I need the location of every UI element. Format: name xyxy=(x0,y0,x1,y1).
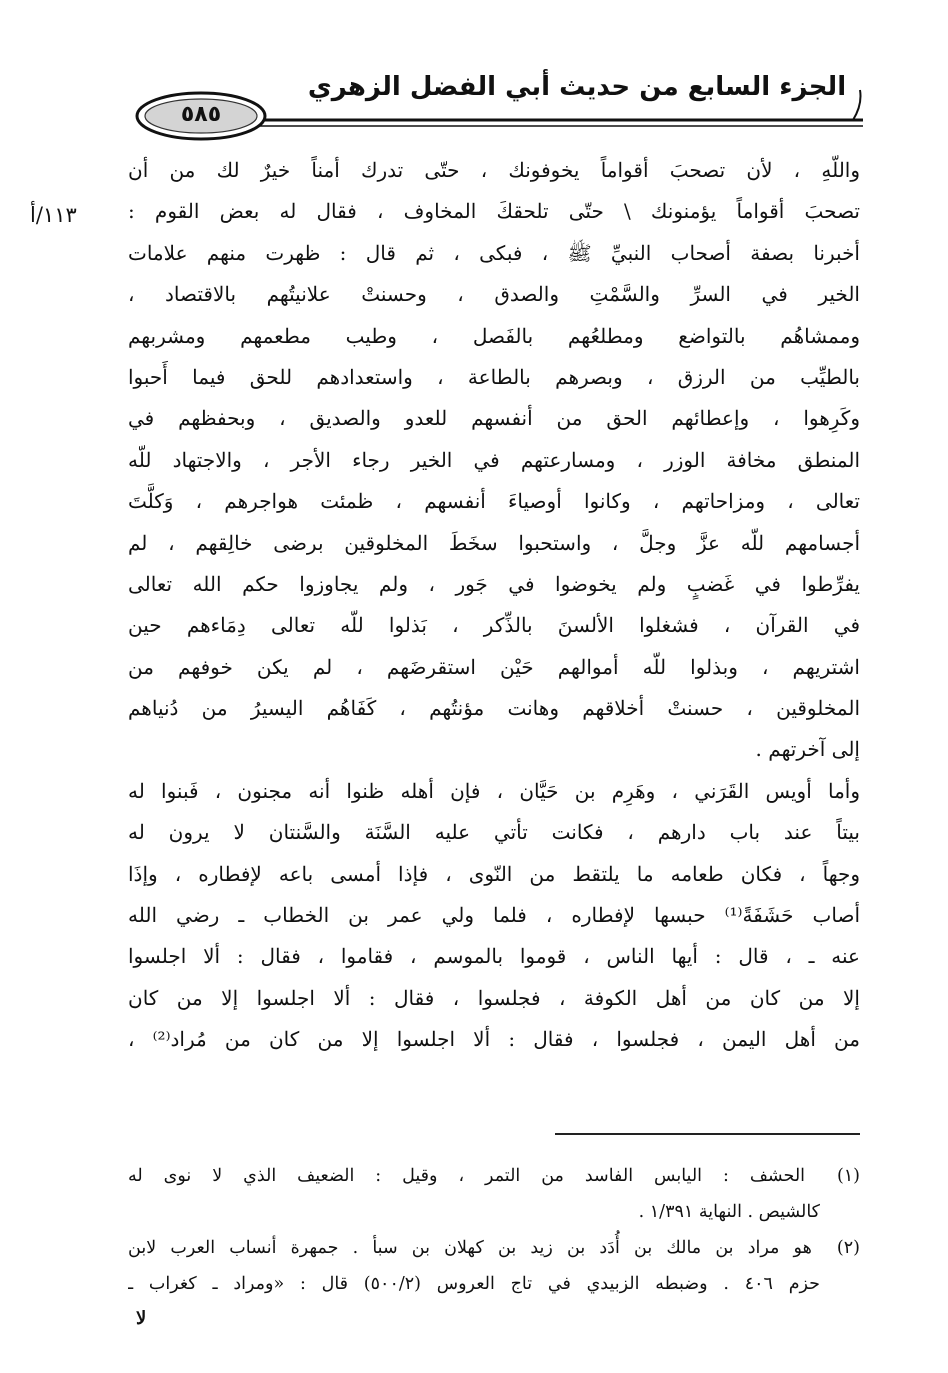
text-line: من أهل اليمن ، فجلسوا ، فقال : ألا اجلسوا إلا من كان من مُراد⁽²⁾ ، xyxy=(128,1027,860,1052)
footnote-number: (٢) xyxy=(836,1238,860,1258)
footnotes xyxy=(128,1158,860,1302)
text-line: أجسامهم للّه عزَّ وجلَّ ، واستحبوا سخَطَ المخلوقين برضى خالِقهم ، لم xyxy=(128,530,860,555)
footnote-1 xyxy=(128,1158,860,1194)
text-line: أصاب حَشَفَةً⁽¹⁾ حبسها لإفطاره ، فلما ولي عمر بن الخطاب ـ رضي الله xyxy=(128,903,860,928)
text-line: إلى آخرتهم . xyxy=(755,737,860,762)
running-title: الجزء السابع من حديث أبي الفضل الزهري xyxy=(307,72,847,102)
page-number: ٥٨٥ xyxy=(180,102,222,127)
text-line: وأما أويس القَرَني ، وهَرِم بن حَيَّان ، فإن أهله ظنوا أنه مجنون ، فَبنوا له xyxy=(128,778,860,803)
footnote-number: (١) xyxy=(836,1166,860,1186)
text-line: أخبرنا بصفة أصحاب النبيِّ ﷺ ، فبكى ، ثم قال : ظهرت منهم علامات xyxy=(128,240,860,265)
text-line: المخلوقين ، حسنتْ أخلاقهم وهانت مؤنتُهم ، كَفَاهُم اليسيرُ من دُنياهم xyxy=(128,696,860,721)
text-line: إلا من كان من أهل الكوفة ، فجلسوا ، فقال : ألا اجلسوا إلا من كان xyxy=(128,985,860,1010)
text-line: بيتاً عند باب دارهم ، فكانت تأتي عليه السَّنَة والسَّنتان لا يرون له xyxy=(128,820,860,845)
text-line: اشتريهم ، وبذلوا للّه أموالهم حَيْن استقرضَهم ، لم يكن خوفهم من xyxy=(128,654,860,679)
footnote-1-continuation: كالشيص . النهاية ١/٣٩١ . xyxy=(638,1202,820,1222)
text-line: واللّهِ ، لأن تصحبَ أقواماً يخوفونك ، حتّى تدرك أمناً خيرٌ لك من أن xyxy=(128,158,860,182)
text-line: عنه ـ ، قال : أيها الناس ، قوموا بالموسم ، فقاموا ، فقال : ألا اجلسوا xyxy=(128,944,860,969)
text-line: الخير في السرِّ والسَّمْتِ والصدق ، وحسنتْ علانيتُهم بالاقتصاد ، xyxy=(128,282,860,307)
text-line: وممشاهُم بالتواضع ومطلعُهم بالفَصل ، وطيب مطعمهم ومشربهم xyxy=(128,323,860,348)
text-line: المنطق مخافة الوزر ، ومسارعتهم في الخير رجاء الأجر ، والاجتهاد للّه xyxy=(128,447,860,472)
footnote-2 xyxy=(128,1230,860,1266)
text-line: وكَرِهوا ، وإعطائهم الحق من أنفسهم للعدو والصديق ، وبحفظهم في xyxy=(128,406,860,431)
footnote-text: الحشف : اليابس الفاسد من التمر ، وقيل : الضعيف الذي لا نوى له xyxy=(128,1166,806,1186)
catchword-mark: لا xyxy=(136,1308,147,1329)
text-line: تعالى ، ومزاحاتهم ، وكانوا أوصياءَ أنفسهم ، ظمئت هواجرهم ، وَكلَّتَ xyxy=(128,489,860,514)
footnote-2-continuation: حزم ٤٠٦ . وضبطه الزبيدي في تاج العروس (٥٠٠/٢) قال : «ومراد ـ كغراب ـ xyxy=(128,1274,821,1294)
page-header xyxy=(128,62,863,142)
margin-folio-note: ١١٣/أ xyxy=(30,203,77,227)
text-line: بالطيِّب من الرزق ، وبصرهم بالطاعة ، واستعدادهم للحق فيما أَحبوا xyxy=(128,364,860,389)
footnote-separator xyxy=(555,1133,860,1135)
text-line: وجهاً ، فكان طعامه ما يلتقط من النّوى ، فإذا أمسى باعه لإفطاره ، وإذَا xyxy=(128,861,860,886)
text-line: في القرآن ، فشغلوا الألسنَ بالذِّكر ، بَذلوا للّه تعالى دِمَاءهم حين xyxy=(128,613,860,638)
text-line: يفرِّطوا في غَضبٍ ولم يخوضوا في جَور ، ولم يجاوزوا حكم الله تعالى xyxy=(128,571,860,596)
footnote-text: هو مراد بن مالك بن أُدَد بن زيد بن كهلان بن سبأ . جمهرة أنساب العرب لابن xyxy=(128,1238,812,1258)
main-text xyxy=(128,150,860,1061)
text-line: تصحبَ أقواماً يؤمنونك \ حتّى تلحقكَ المخاوف ، فقال له بعض القوم : xyxy=(128,199,860,224)
